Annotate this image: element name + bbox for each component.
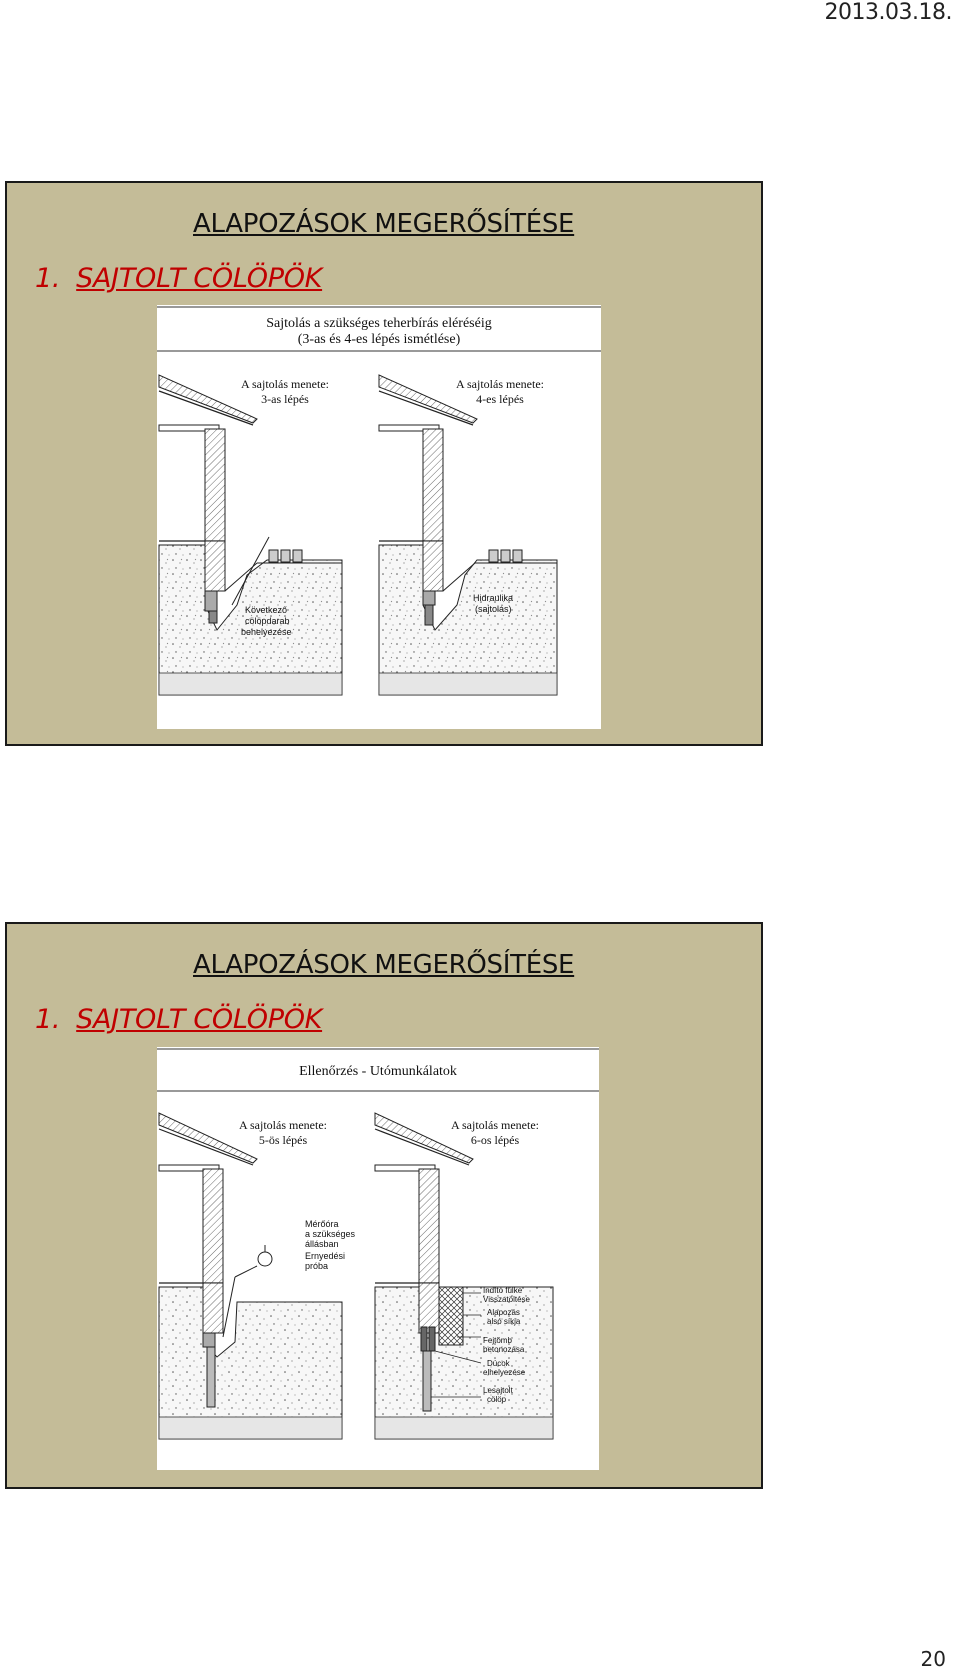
left-note-line3: állásban xyxy=(305,1239,339,1249)
right-caption-line1: A sajtolás menete: xyxy=(456,377,544,391)
right-note-line2: (sajtolás) xyxy=(475,604,512,614)
right-caption-line2: 4-es lépés xyxy=(476,392,524,406)
right-note-8: elhelyezése xyxy=(483,1368,526,1377)
left-note-line2: a szükséges xyxy=(305,1229,356,1239)
left-note-line2: cölöpdarab xyxy=(245,616,290,626)
right-note-7: Dúcok xyxy=(487,1359,510,1368)
subtitle-number: 1. xyxy=(35,263,61,294)
right-note-1: Indító fülke xyxy=(483,1286,523,1295)
slide-1 xyxy=(5,181,763,746)
left-note-line5: próba xyxy=(305,1261,329,1271)
right-note-line1: Hidraulika xyxy=(473,593,514,603)
header-date: 2013.03.18. xyxy=(824,0,952,25)
right-note-6: betonozása xyxy=(483,1345,525,1354)
subtitle-number: 1. xyxy=(35,1004,61,1035)
panel-step-6 xyxy=(375,1113,553,1439)
left-note-line1: Mérőóra xyxy=(305,1219,339,1229)
right-note-2: Visszatöltése xyxy=(483,1295,530,1304)
right-note-4: alsó síkja xyxy=(487,1317,521,1326)
slide-2 xyxy=(5,922,763,1489)
panel-step-5 xyxy=(159,1113,356,1439)
right-note-10: cölöp xyxy=(487,1395,507,1404)
right-caption-line1: A sajtolás menete: xyxy=(451,1118,539,1132)
panel-step-3 xyxy=(159,375,342,695)
pile-diagram-step-3-4 xyxy=(157,305,601,729)
left-caption-line1: A sajtolás menete: xyxy=(239,1118,327,1132)
right-note-9: Lesajtolt xyxy=(483,1386,513,1395)
left-note-line1: Következő xyxy=(245,605,288,615)
slide-subtitle xyxy=(35,263,322,294)
slide-title: ALAPOZÁSOK MEGERŐSÍTÉSE xyxy=(193,950,575,980)
figure-heading-line2: (3-as és 4-es lépés ismétlése) xyxy=(297,332,461,347)
subtitle-text: SAJTOLT CÖLÖPÖK xyxy=(76,1004,323,1035)
left-note-line4: Ernyedési xyxy=(305,1251,346,1261)
left-caption-line1: A sajtolás menete: xyxy=(241,377,329,391)
right-note-5: Fejtömb xyxy=(483,1336,512,1345)
left-caption-line2: 3-as lépés xyxy=(261,392,309,406)
left-note-line3: behelyezése xyxy=(241,627,292,637)
left-caption-line2: 5-ös lépés xyxy=(258,1133,308,1147)
pile-diagram-step-5-6 xyxy=(157,1047,599,1470)
slide-subtitle xyxy=(35,1004,322,1035)
page-number: 20 xyxy=(920,1647,946,1671)
panel-step-4 xyxy=(379,375,557,695)
figure-heading-line1: Ellenőrzés - Utómunkálatok xyxy=(299,1064,457,1079)
right-note-3: Alapozás xyxy=(487,1308,520,1317)
subtitle-text: SAJTOLT CÖLÖPÖK xyxy=(76,263,323,294)
slide-title: ALAPOZÁSOK MEGERŐSÍTÉSE xyxy=(193,209,575,239)
right-caption-line2: 6-os lépés xyxy=(470,1133,520,1147)
figure-heading-line1: Sajtolás a szükséges teherbírás eléréséig xyxy=(266,316,492,331)
